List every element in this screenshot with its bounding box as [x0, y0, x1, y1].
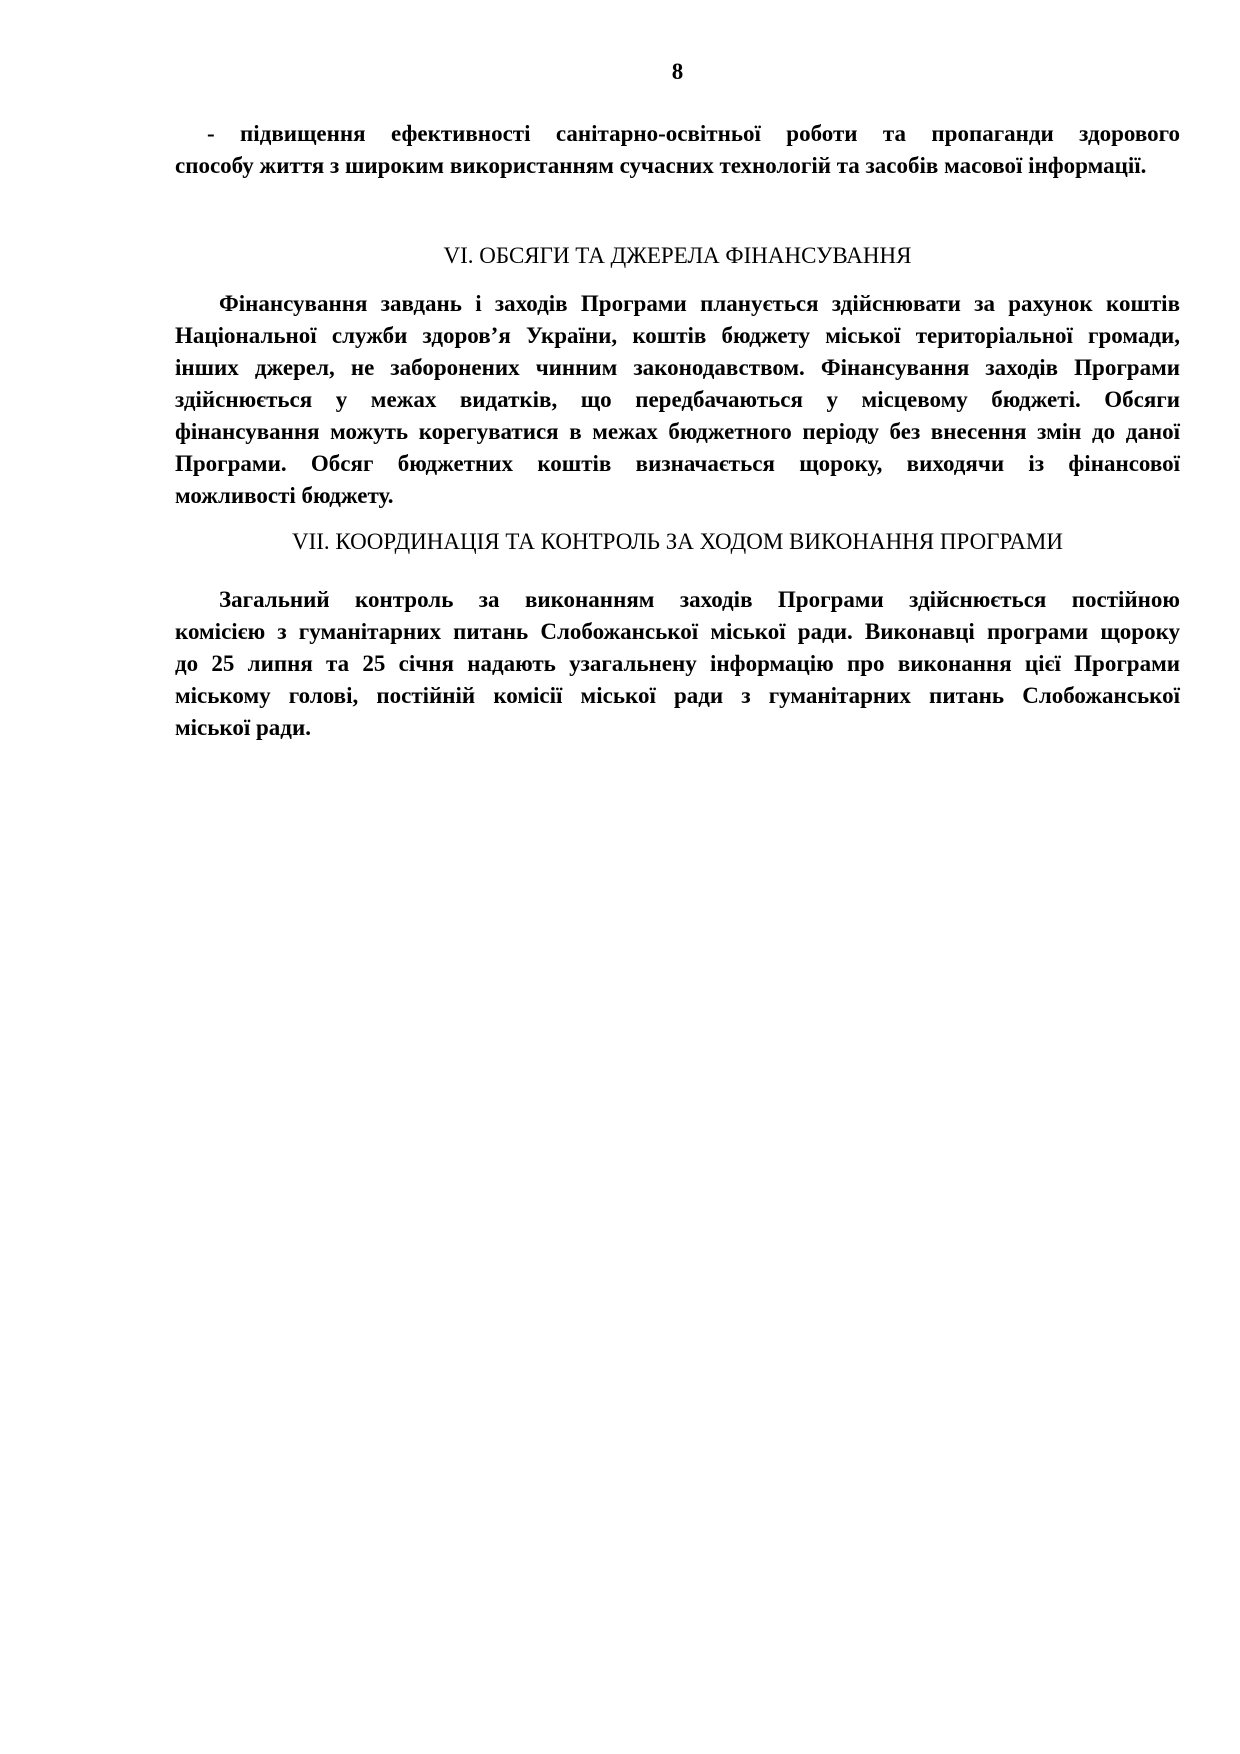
text-line: міському голові, постійній комісії міської ради з гуманітарних питань Слобожанської	[175, 683, 1180, 708]
intro-list-item-paragraph	[175, 118, 1180, 182]
text-line: до 25 липня та 25 січня надають узагальнену інформацію про виконання цієї Програми	[175, 651, 1180, 676]
financing-paragraph	[175, 288, 1180, 512]
text-line: Загальний контроль за виконанням заходів Програми здійснюється постійною	[219, 587, 1180, 612]
text-line: здійснюється у межах видатків, що передбачаються у місцевому бюджеті. Обсяги	[175, 387, 1180, 412]
text-line: фінансування можуть корегуватися в межах бюджетного періоду без внесення змін до даної	[175, 419, 1180, 444]
section-vii-heading: VII. КООРДИНАЦІЯ ТА КОНТРОЛЬ ЗА ХОДОМ ВИКОНАННЯ ПРОГРАМИ	[291, 529, 1063, 554]
text-line: Національної служби здоров’я України, коштів бюджету міської територіальної громади,	[175, 323, 1180, 348]
text-line: інших джерел, не заборонених чинним законодавством. Фінансування заходів Програми	[175, 355, 1180, 380]
page-content	[175, 56, 1180, 744]
page-number: 8	[671, 59, 684, 84]
coordination-control-paragraph	[175, 584, 1180, 744]
text-line: можливості бюджету.	[175, 483, 394, 508]
text-line: Програми. Обсяг бюджетних коштів визначається щороку, виходячи із фінансової	[175, 451, 1180, 476]
text-line: міської ради.	[175, 715, 311, 740]
text-line: Фінансування завдань і заходів Програми планується здійснювати за рахунок коштів	[219, 291, 1180, 316]
text-line: комісією з гуманітарних питань Слобожанської міської ради. Виконавці програми щороку	[175, 619, 1180, 644]
section-vi-heading: VI. ОБСЯГИ ТА ДЖЕРЕЛА ФІНАНСУВАННЯ	[443, 243, 912, 268]
text-line: способу життя з широким використанням сучасних технологій та засобів масової інформації.	[175, 153, 1147, 178]
text-line: - підвищення ефективності санітарно-освітньої роботи та пропаганди здорового	[207, 121, 1180, 146]
